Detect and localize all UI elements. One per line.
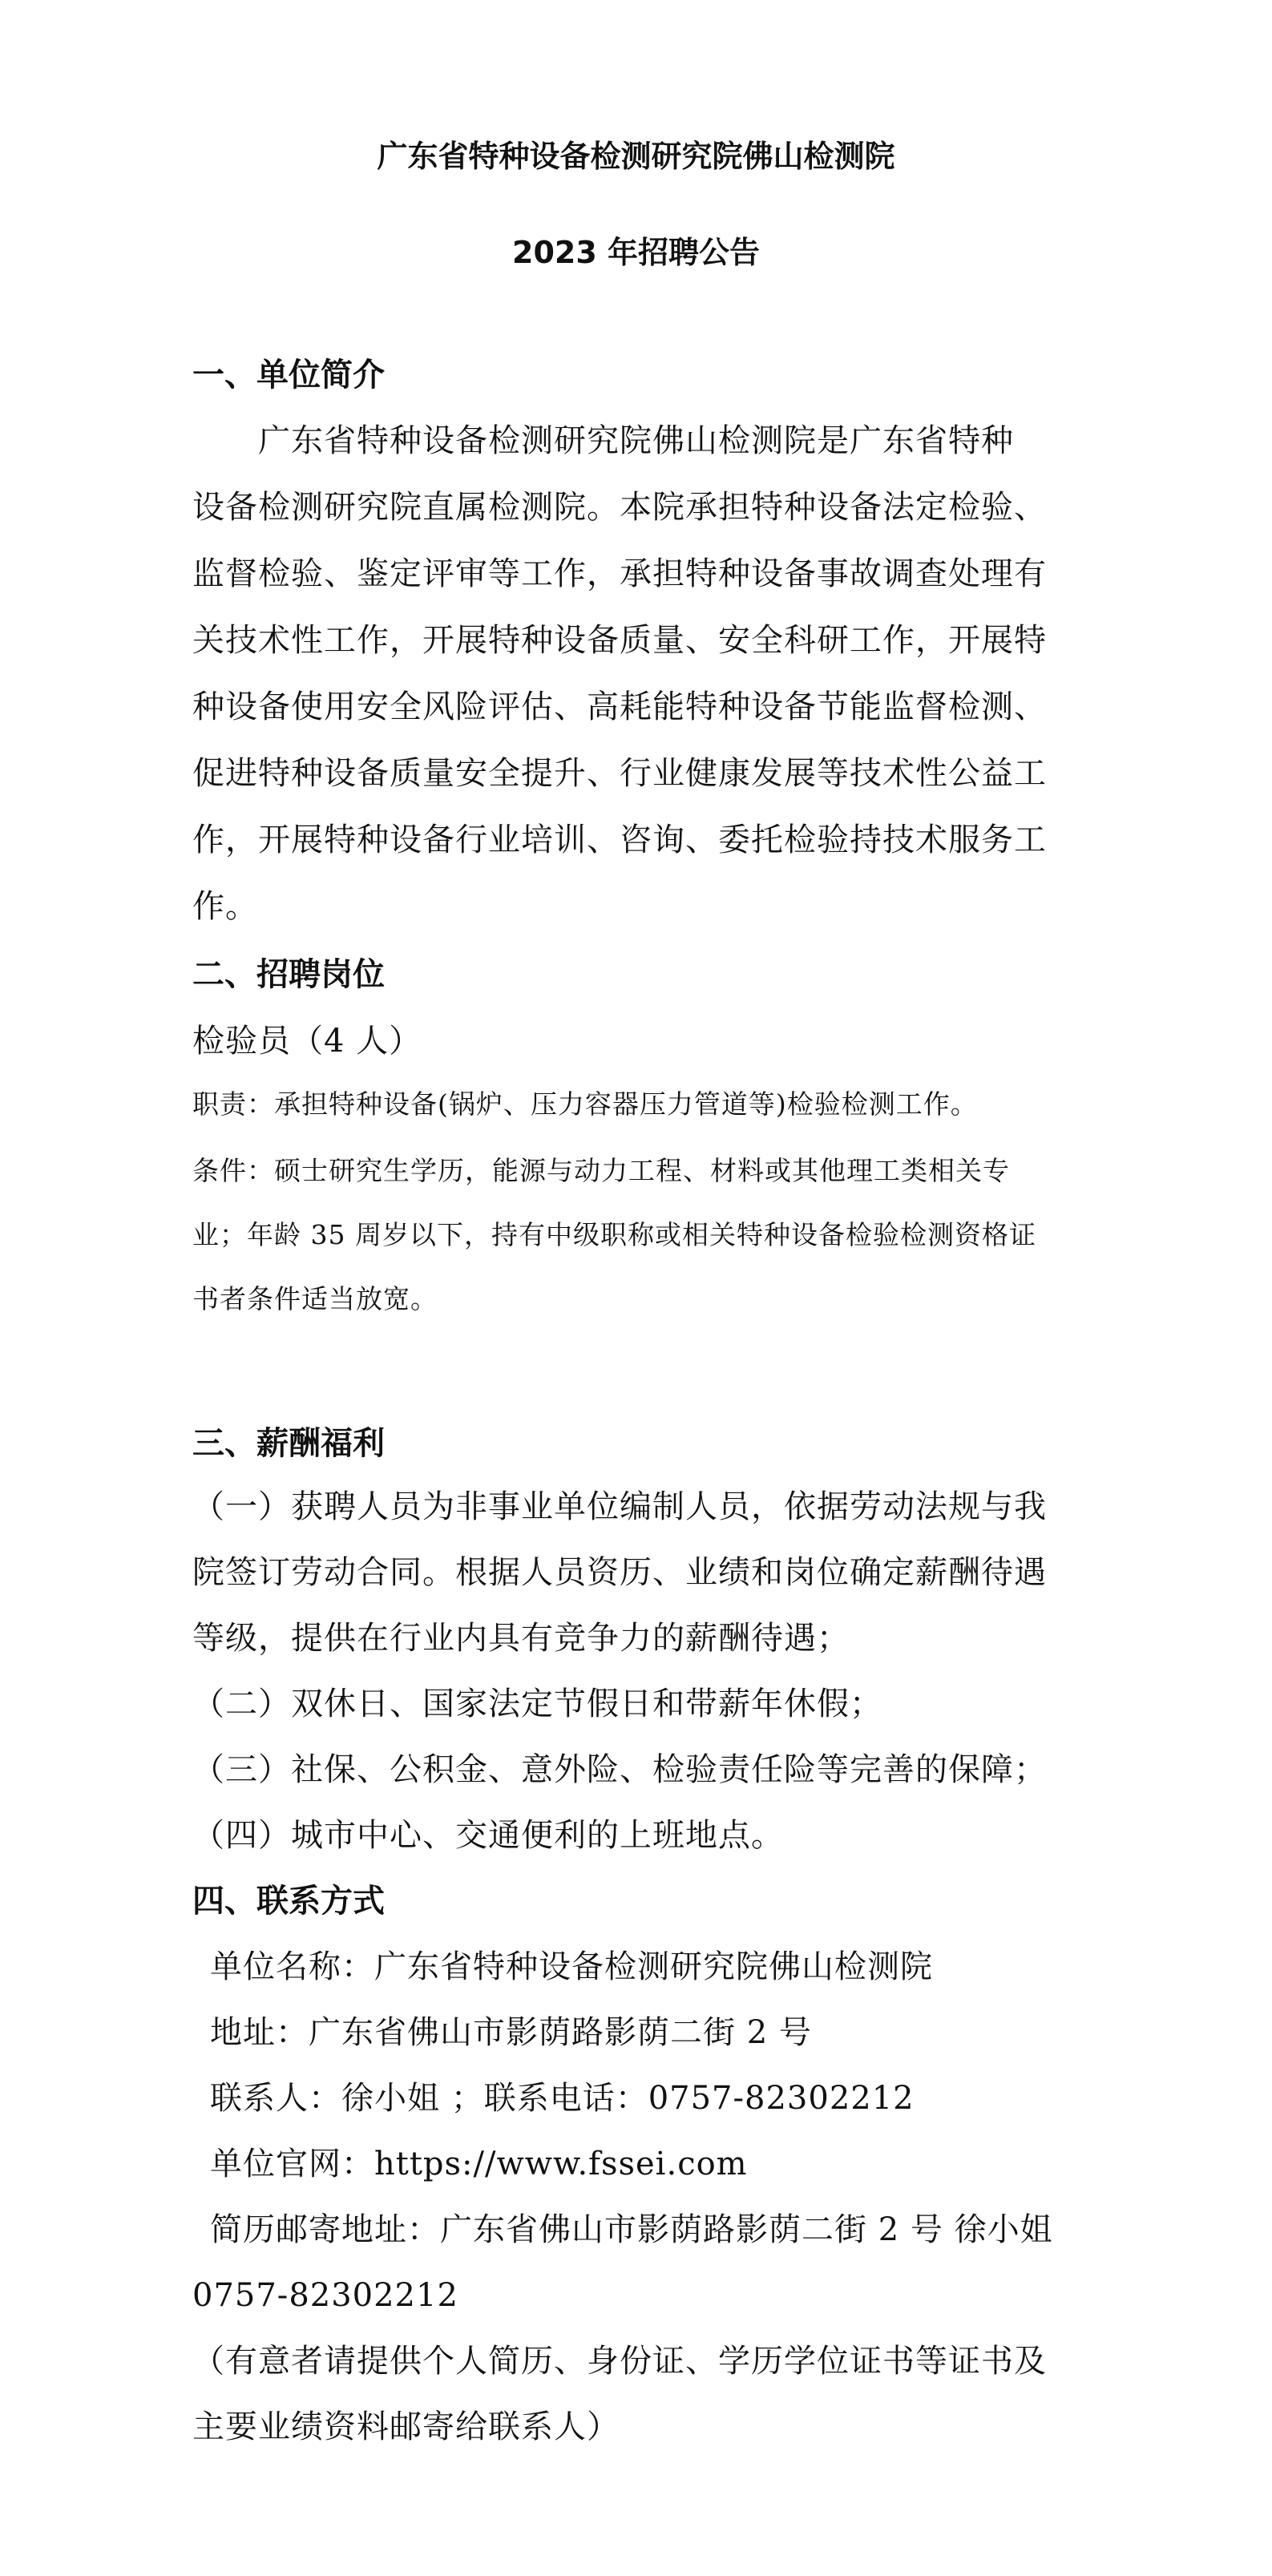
section-4-heading: 四、联系方式 <box>192 1883 385 1920</box>
contact-website: 单位官网：https://www.fssei.com <box>210 2146 748 2182</box>
benefit-line: 院签订劳动合同。根据人员资历、业绩和岗位确定薪酬待遇 <box>192 1554 1047 1591</box>
benefit-line: （一）获聘人员为非事业单位编制人员，依据劳动法规与我 <box>192 1488 1047 1525</box>
contact-resume-phone: 0757-82302212 <box>192 2277 458 2314</box>
section-1-line: 设备检测研究院直属检测院。本院承担特种设备法定检验、 <box>192 489 1047 526</box>
section-1-line: 关技术性工作，开展特种设备质量、安全科研工作，开展特 <box>192 622 1047 659</box>
position-condition-line: 条件：硕士研究生学历，能源与动力工程、材料或其他理工类相关专 <box>192 1155 1010 1186</box>
section-1-line: 种设备使用安全风险评估、高耗能特种设备节能监督检测、 <box>192 688 1047 725</box>
title-line-2: 2023 年招聘公告 <box>512 235 760 270</box>
contact-note-line: 主要业绩资料邮寄给联系人） <box>192 2408 620 2445</box>
contact-resume-address: 简历邮寄地址：广东省佛山市影荫路影荫二街 2 号 徐小姐 <box>210 2211 1053 2248</box>
benefit-line: （二）双休日、国家法定节假日和带薪年休假； <box>192 1686 882 1722</box>
position-duty: 职责：承担特种设备(锅炉、压力容器压力管道等)检验检测工作。 <box>192 1088 978 1120</box>
section-2-heading: 二、招聘岗位 <box>192 956 385 993</box>
section-3-heading: 三、薪酬福利 <box>192 1425 385 1462</box>
section-1-line: 作。 <box>192 888 258 925</box>
section-1-line: 促进特种设备质量安全提升、行业健康发展等技术性公益工 <box>192 755 1047 792</box>
benefit-line: 等级，提供在行业内具有竞争力的薪酬待遇； <box>192 1620 850 1657</box>
section-1-line: 广东省特种设备检测研究院佛山检测院是广东省特种 <box>258 422 1014 459</box>
position-condition-line: 业；年龄 35 周岁以下，持有中级职称或相关特种设备检验检测资格证 <box>192 1219 1036 1250</box>
benefit-line: （四）城市中心、交通便利的上班地点。 <box>192 1817 784 1854</box>
title-line-1: 广东省特种设备检测研究院佛山检测院 <box>377 139 895 174</box>
position-condition-line: 书者条件适当放宽。 <box>192 1283 438 1314</box>
section-1-line: 监督检验、鉴定评审等工作，承担特种设备事故调查处理有 <box>192 555 1047 592</box>
section-1-heading: 一、单位简介 <box>192 357 385 394</box>
benefit-line: （三）社保、公积金、意外险、检验责任险等完善的保障； <box>192 1751 1047 1788</box>
contact-unit-name: 单位名称：广东省特种设备检测研究院佛山检测院 <box>210 1948 933 1985</box>
contact-address: 地址：广东省佛山市影荫路影荫二街 2 号 <box>210 2014 812 2051</box>
contact-note-line: （有意者请提供个人简历、身份证、学历学位证书等证书及 <box>192 2343 1047 2380</box>
contact-person-phone: 联系人：徐小姐 ；联系电话：0757-82302212 <box>210 2080 915 2117</box>
position-title: 检验员（4 人） <box>192 1023 422 1060</box>
section-1-line: 作，开展特种设备行业培训、咨询、委托检验持技术服务工 <box>192 822 1047 858</box>
